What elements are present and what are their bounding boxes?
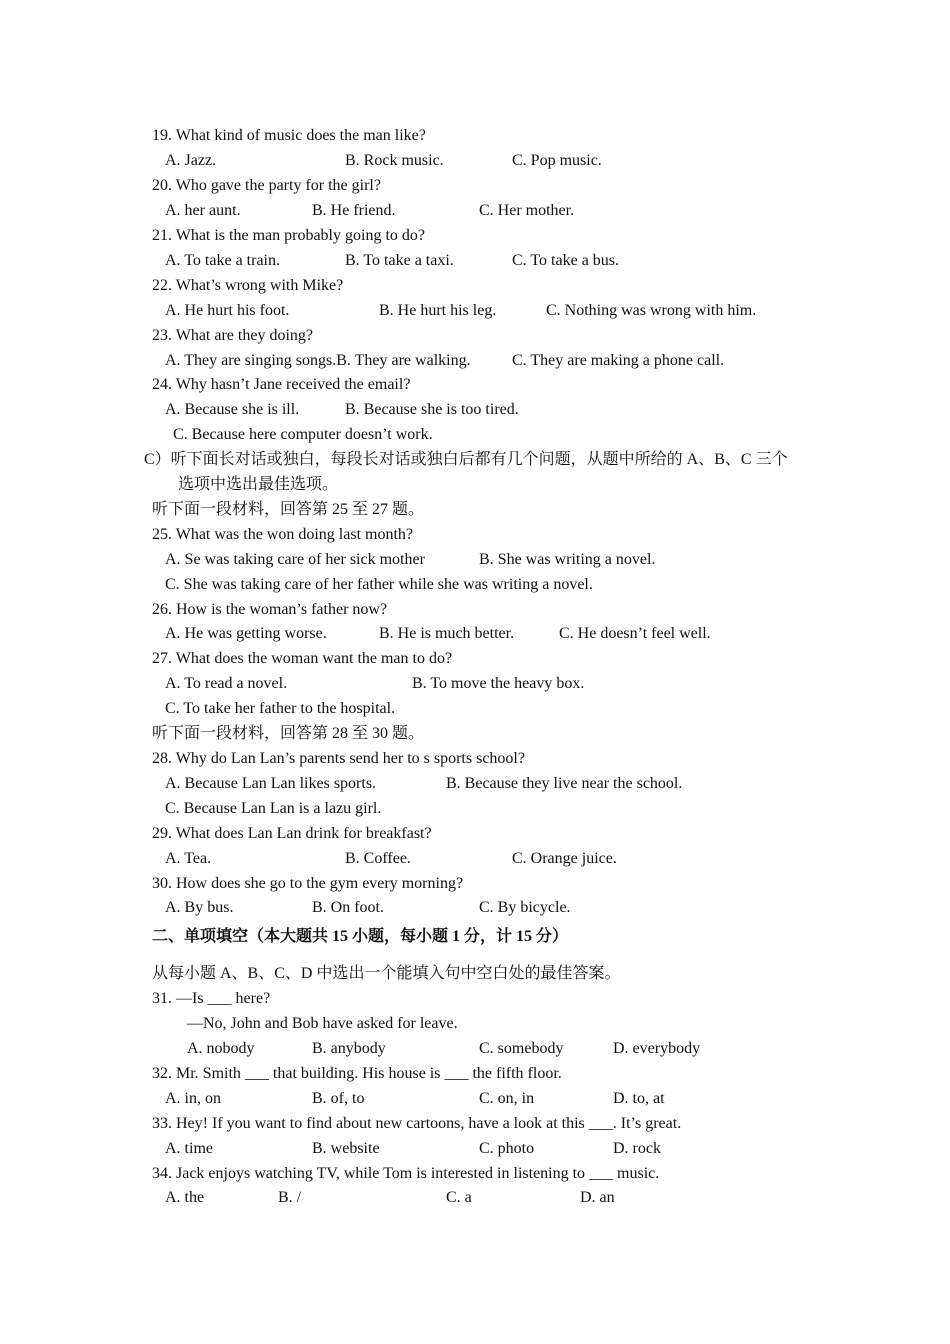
- group-1-intro: 听下面一段材料，回答第 25 至 27 题。: [152, 501, 425, 518]
- question-30-option-c: C. By bicycle.: [479, 899, 571, 916]
- group-2-intro: 听下面一段材料，回答第 28 至 30 题。: [152, 725, 425, 742]
- question-22-option-c: C. Nothing was wrong with him.: [546, 302, 757, 319]
- question-20-option-c: C. Her mother.: [479, 202, 575, 219]
- question-28-stem: 28. Why do Lan Lan’s parents send her to s sports school?: [152, 750, 525, 767]
- question-34-option-a: A. the: [165, 1189, 205, 1206]
- question-27-option-c: C. To take her father to the hospital.: [165, 700, 396, 717]
- question-22-option-b: B. He hurt his leg.: [379, 302, 497, 319]
- question-30-option-a: A. By bus.: [165, 899, 234, 916]
- question-19-option-a: A. Jazz.: [165, 152, 217, 169]
- question-31-option-b: B. anybody: [312, 1040, 386, 1057]
- question-28-option-a: A. Because Lan Lan likes sports.: [165, 775, 377, 792]
- question-24-option-b: B. Because she is too tired.: [345, 401, 519, 418]
- question-19-stem: 19. What kind of music does the man like?: [152, 127, 426, 144]
- question-34-stem: 34. Jack enjoys watching TV, while Tom is interested in listening to ___ music.: [152, 1165, 660, 1182]
- question-31-option-a: A. nobody: [187, 1040, 255, 1057]
- question-34-option-c: C. a: [446, 1189, 472, 1206]
- question-24-option-a: A. Because she is ill.: [165, 401, 300, 418]
- question-23-stem: 23. What are they doing?: [152, 327, 313, 344]
- question-33-option-b: B. website: [312, 1140, 380, 1157]
- part-2-instruction: 从每小题 A、B、C、D 中选出一个能填入句中空白处的最佳答案。: [152, 965, 621, 982]
- section-c-instruction: C）听下面长对话或独白，每段长对话或独白后都有几个问题，从题中所给的 A、B、C 三个: [144, 451, 788, 468]
- question-26-option-b: B. He is much better.: [379, 625, 515, 642]
- question-31-reply: —No, John and Bob have asked for leave.: [187, 1015, 458, 1032]
- question-34-option-b: B. /: [278, 1189, 302, 1206]
- question-21-option-a: A. To take a train.: [165, 252, 280, 269]
- section-c-instruction-cont: 选项中选出最佳选项。: [178, 476, 339, 493]
- question-25-option-c: C. She was taking care of her father while she was writing a novel.: [165, 576, 593, 593]
- part-2-heading: 二、单项填空（本大题共 15 小题，每小题 1 分，计 15 分）: [152, 928, 569, 945]
- question-29-stem: 29. What does Lan Lan drink for breakfast?: [152, 825, 432, 842]
- question-34-option-d: D. an: [580, 1189, 615, 1206]
- question-33-stem: 33. Hey! If you want to find about new cartoons, have a look at this ___. It’s great.: [152, 1115, 682, 1132]
- question-32-option-a: A. in, on: [165, 1090, 221, 1107]
- question-31-option-d: D. everybody: [613, 1040, 701, 1057]
- question-28-option-c: C. Because Lan Lan is a lazu girl.: [165, 800, 382, 817]
- question-25-option-a: A. Se was taking care of her sick mother: [165, 551, 425, 568]
- question-27-stem: 27. What does the woman want the man to do?: [152, 650, 453, 667]
- question-20-option-b: B. He friend.: [312, 202, 396, 219]
- question-31-stem: 31. —Is ___ here?: [152, 990, 271, 1007]
- question-25-option-b: B. She was writing a novel.: [479, 551, 656, 568]
- question-24-stem: 24. Why hasn’t Jane received the email?: [152, 376, 411, 393]
- question-28-option-b: B. Because they live near the school.: [446, 775, 683, 792]
- question-33-option-c: C. photo: [479, 1140, 535, 1157]
- question-19-option-b: B. Rock music.: [345, 152, 444, 169]
- question-31-option-c: C. somebody: [479, 1040, 564, 1057]
- question-26-option-a: A. He was getting worse.: [165, 625, 327, 642]
- question-26-option-c: C. He doesn’t feel well.: [559, 625, 711, 642]
- question-27-option-b: B. To move the heavy box.: [412, 675, 585, 692]
- question-21-option-b: B. To take a taxi.: [345, 252, 454, 269]
- question-21-stem: 21. What is the man probably going to do?: [152, 227, 425, 244]
- question-22-option-a: A. He hurt his foot.: [165, 302, 290, 319]
- question-32-option-d: D. to, at: [613, 1090, 665, 1107]
- question-30-stem: 30. How does she go to the gym every morning?: [152, 875, 464, 892]
- question-29-option-b: B. Coffee.: [345, 850, 411, 867]
- question-33-option-a: A. time: [165, 1140, 213, 1157]
- question-26-stem: 26. How is the woman’s father now?: [152, 601, 388, 618]
- question-32-stem: 32. Mr. Smith ___ that building. His house is ___ the fifth floor.: [152, 1065, 562, 1082]
- question-33-option-d: D. rock: [613, 1140, 661, 1157]
- question-20-stem: 20. Who gave the party for the girl?: [152, 177, 381, 194]
- question-22-stem: 22. What’s wrong with Mike?: [152, 277, 344, 294]
- question-32-option-b: B. of, to: [312, 1090, 365, 1107]
- question-19-option-c: C. Pop music.: [512, 152, 602, 169]
- question-21-option-c: C. To take a bus.: [512, 252, 620, 269]
- question-32-option-c: C. on, in: [479, 1090, 535, 1107]
- question-25-stem: 25. What was the won doing last month?: [152, 526, 413, 543]
- question-29-option-a: A. Tea.: [165, 850, 212, 867]
- question-27-option-a: A. To read a novel.: [165, 675, 288, 692]
- question-30-option-b: B. On foot.: [312, 899, 384, 916]
- question-20-option-a: A. her aunt.: [165, 202, 241, 219]
- question-24-option-c: C. Because here computer doesn’t work.: [173, 426, 433, 443]
- question-29-option-c: C. Orange juice.: [512, 850, 617, 867]
- question-23-option-ab: A. They are singing songs.B. They are walking.: [165, 352, 471, 369]
- question-23-option-c: C. They are making a phone call.: [512, 352, 725, 369]
